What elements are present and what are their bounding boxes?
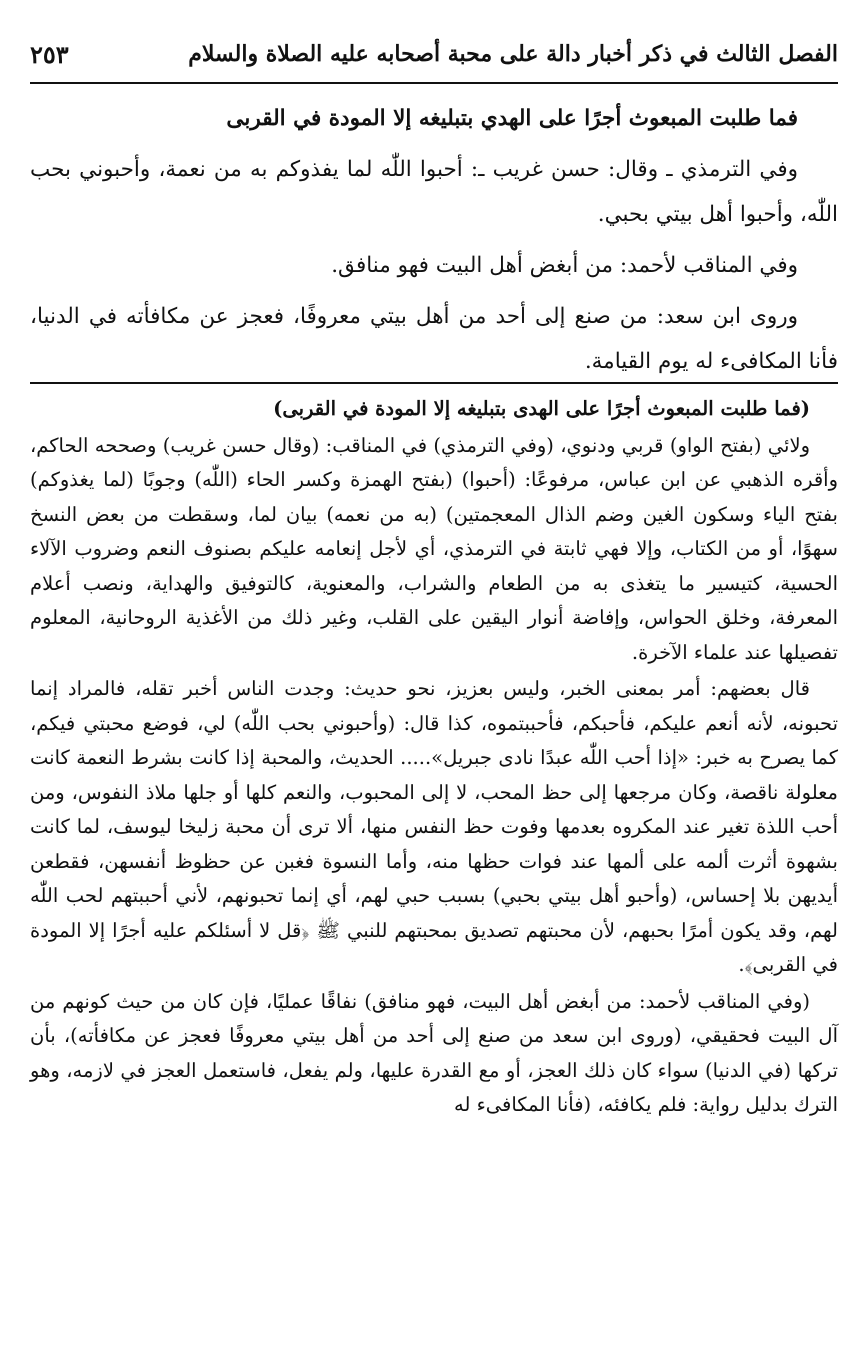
main-text	[30, 96, 838, 390]
poem-verse: فما طلبت المبعوث أجرًا على الهدي بتبليغه إلا المودة في القربى	[226, 106, 798, 131]
main-paragraph-tirmidhi: وفي الترمذي ـ وقال: حسن غريب ـ: أحبوا اللّٰه لما يفذوكم به من نعمة، وأحبوني بحب اللّٰه، وأحبوا أهل بيتي بحبي.	[30, 157, 838, 227]
commentary-verse-text: (فما طلبت المبعوث أجرًا على الهدى بتبليغه إلا المودة في القربى)	[273, 397, 810, 420]
commentary-paragraph-2: قال بعضهم: أمر بمعنى الخبر، وليس بعزيز، نحو حديث: وجدت الناس أخبر تقله، فالمراد إنما تحبونه، لأنه أنعم عليكم، فأحبكم، فأحببتموه، كذا قال: (وأحبوني بحب اللّٰه) لي، فوضع محبتي فيكم، كما يصرح به خبر: «إذا أحب اللّٰه عبدًا نادى جبريل»..... الحديث، والمحبة إذا كانت بشرط النعمة كانت معلولة ناقصة، وكان مرجعها إلى حظ المحب، لا إلى المحبوب، والنعم كلها أو جلها ملاذ النفوس، ومن أحب اللذة تغير عند المكروه بعدمها وفوت حظ النفس منها، ألا ترى أن محبة زليخا ليوسف، لما كانت بشهوة أثرت ألمه على ألمها عند فوات حظها منه، وأما النسوة فغبن عن حظوظ أنفسهن، فقطعن أيديهن بلا إحساس، (وأحبو أهل بيتي بحبي) بسبب حبي لهم، أي إنما تحبونهم، لأني أحببتهم لحب اللّٰه لهم، وقد يكون أمرًا بحبهم، لأن محبتهم تصديق بمحبتهم للنبي ﷺ ﴿قل لا أسئلكم عليه أجرًا إلا المودة في القربى﴾.	[30, 677, 838, 976]
commentary-paragraph-1: ولائي (بفتح الواو) قربي ودنوي، (وفي الترمذي) في المناقب: (وقال حسن غريب) وصححه الحاكم، وأقره الذهبي عن ابن عباس، مرفوعًا: (أحبوا) (بفتح الهمزة وكسر الحاء (اللّٰه) وجوبًا (لما يغذوكم) بفتح الياء وسكون الغين وضم الذال المعجمتين) (به من نعمه) بيان لما، وسقطت من بعض النسخ سهوًا، أو من الكتاب، وإلا فهي ثابتة في الترمذي، أي لأجل إنعامه عليكم بصنوف النعم وضروب الآلاء الحسية، كتيسير ما يتغذى به من الطعام والشراب، والمعنوية، كالتوفيق والهداية، ونصب أعلام المعرفة، وخلق الحواس، وإفاضة أنوار اليقين على القلب، وغير ذلك من الأغذية الروحانية، المعلوم تفصيلها عند علماء الآخرة.	[30, 433, 838, 664]
commentary-text	[30, 392, 838, 1125]
chapter-title: الفصل الثالث في ذكر أخبار دالة على محبة أصحابه عليه الصلاة والسلام	[188, 41, 838, 67]
commentary-divider	[30, 382, 838, 384]
page-header	[30, 34, 838, 74]
page-number: ٢٥٣	[30, 39, 69, 69]
commentary-paragraph-3: (وفي المناقب لأحمد: من أبغض أهل البيت، فهو منافق) نفاقًا عمليًا، فإن كان من حيث كونهم من آل البيت فحقيقي، (وروى ابن سعد من صنع إلى أحد من أهل بيتي معروفًا فعجز عن مكافأته)، بأن تركها (في الدنيا) سواء كان ذلك العجز، أو مع القدرة عليها، ولم يفعل، فاستعمل العجز في لازمه، وهو الترك بدليل رواية: فلم يكافئه، (فأنا المكافىء له	[30, 989, 838, 1116]
book-page	[30, 0, 838, 1359]
main-paragraph-ibn-saad: وروى ابن سعد: من صنع إلى أحد من أهل بيتي معروفًا، فعجز عن مكافأته في الدنيا، فأنا المكافىء له يوم القيامة.	[30, 304, 838, 374]
commentary-verse	[30, 392, 838, 427]
main-paragraph-ahmad: وفي المناقب لأحمد: من أبغض أهل البيت فهو منافق.	[331, 253, 798, 278]
header-divider	[30, 82, 838, 84]
